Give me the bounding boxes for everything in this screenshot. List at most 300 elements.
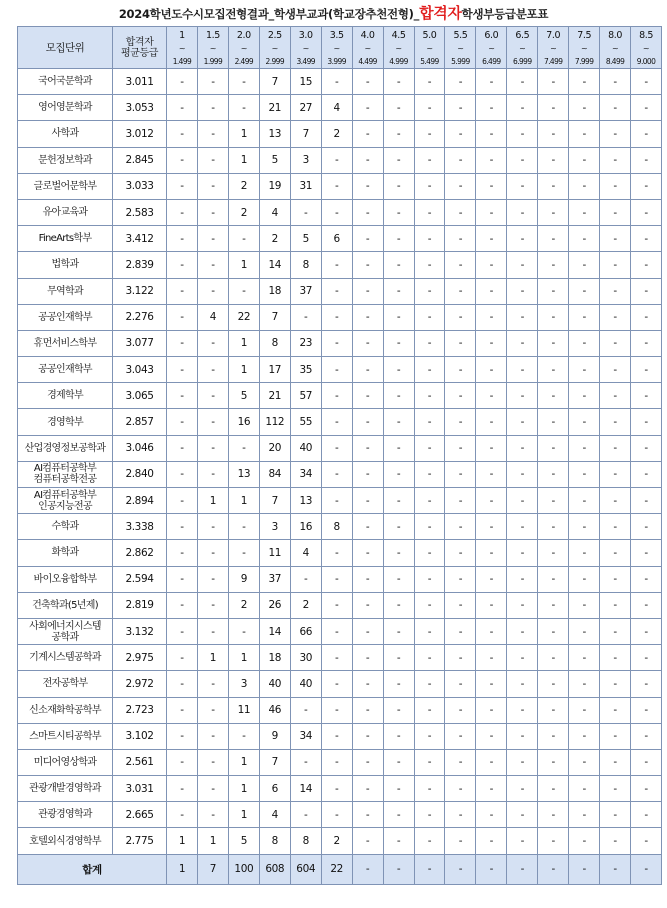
row-count-cell: 1 xyxy=(228,776,259,802)
range-tilde: ~ xyxy=(581,43,588,53)
row-count-cell: - xyxy=(600,383,631,409)
row-avg-grade: 3.132 xyxy=(113,618,167,644)
row-unit-name: 공공인재학부 xyxy=(18,304,113,330)
row-count-cell: 2 xyxy=(321,828,352,854)
total-count-cell: - xyxy=(569,854,600,884)
table-row xyxy=(18,618,662,644)
row-count-cell: - xyxy=(476,304,507,330)
row-count-cell: - xyxy=(600,592,631,618)
row-count-cell: - xyxy=(167,304,198,330)
row-count-cell: - xyxy=(538,645,569,671)
row-count-cell: 7 xyxy=(259,749,290,775)
row-avg-grade: 2.276 xyxy=(113,304,167,330)
row-count-cell: - xyxy=(507,409,538,435)
row-count-cell: 11 xyxy=(259,540,290,566)
row-count-cell: 7 xyxy=(259,304,290,330)
row-count-cell: - xyxy=(197,514,228,540)
row-count-cell: - xyxy=(569,461,600,487)
table-row xyxy=(18,226,662,252)
row-count-cell: 3 xyxy=(290,147,321,173)
row-count-cell: - xyxy=(197,95,228,121)
row-count-cell: - xyxy=(167,776,198,802)
row-count-cell: - xyxy=(321,147,352,173)
row-count-cell: - xyxy=(290,199,321,225)
row-count-cell: - xyxy=(352,540,383,566)
row-count-cell: - xyxy=(167,330,198,356)
row-count-cell: - xyxy=(600,409,631,435)
total-count-cell: 604 xyxy=(290,854,321,884)
row-count-cell: - xyxy=(507,278,538,304)
row-count-cell: - xyxy=(600,618,631,644)
row-count-cell: 1 xyxy=(228,802,259,828)
row-count-cell: - xyxy=(414,278,445,304)
row-count-cell: 21 xyxy=(259,383,290,409)
row-count-cell: - xyxy=(538,776,569,802)
row-count-cell: - xyxy=(538,514,569,540)
row-count-cell: - xyxy=(197,69,228,95)
row-count-cell: - xyxy=(569,514,600,540)
total-count-cell: - xyxy=(414,854,445,884)
row-avg-grade: 2.594 xyxy=(113,566,167,592)
row-count-cell: 1 xyxy=(167,828,198,854)
range-low: 6.0 xyxy=(484,29,499,41)
row-count-cell: - xyxy=(167,147,198,173)
row-count-cell: - xyxy=(538,566,569,592)
row-count-cell: - xyxy=(352,723,383,749)
row-count-cell: - xyxy=(321,540,352,566)
row-count-cell: - xyxy=(352,697,383,723)
row-count-cell: - xyxy=(507,69,538,95)
row-avg-grade: 3.046 xyxy=(113,435,167,461)
row-count-cell: - xyxy=(631,121,662,147)
row-count-cell: - xyxy=(600,173,631,199)
row-count-cell: - xyxy=(507,723,538,749)
row-count-cell: - xyxy=(167,592,198,618)
row-count-cell: - xyxy=(197,592,228,618)
row-count-cell: - xyxy=(321,173,352,199)
range-low: 7.0 xyxy=(546,29,561,41)
row-count-cell: - xyxy=(321,461,352,487)
row-count-cell: - xyxy=(507,645,538,671)
row-count-cell: - xyxy=(352,199,383,225)
row-count-cell: - xyxy=(631,278,662,304)
row-count-cell: - xyxy=(600,749,631,775)
row-count-cell: - xyxy=(167,357,198,383)
row-count-cell: - xyxy=(414,252,445,278)
header-range-14 xyxy=(600,27,631,69)
row-count-cell: 40 xyxy=(290,435,321,461)
row-count-cell: - xyxy=(476,645,507,671)
row-count-cell: 8 xyxy=(259,330,290,356)
row-count-cell: - xyxy=(383,278,414,304)
table-row xyxy=(18,199,662,225)
row-count-cell: - xyxy=(600,514,631,540)
row-count-cell: - xyxy=(569,540,600,566)
row-unit-name: 영어영문학과 xyxy=(18,95,113,121)
row-count-cell: - xyxy=(352,226,383,252)
row-count-cell: - xyxy=(445,671,476,697)
row-count-cell: - xyxy=(167,173,198,199)
table-row xyxy=(18,828,662,854)
row-count-cell: 9 xyxy=(228,566,259,592)
row-avg-grade: 2.972 xyxy=(113,671,167,697)
range-high: 5.499 xyxy=(420,56,439,66)
row-count-cell: 1 xyxy=(228,645,259,671)
row-count-cell: - xyxy=(445,618,476,644)
range-low: 3.0 xyxy=(298,29,313,41)
row-count-cell: 37 xyxy=(259,566,290,592)
header-range-1 xyxy=(197,27,228,69)
row-count-cell: - xyxy=(538,488,569,514)
row-count-cell: - xyxy=(538,95,569,121)
row-count-cell: - xyxy=(352,121,383,147)
row-count-cell: - xyxy=(321,199,352,225)
row-count-cell: - xyxy=(321,330,352,356)
row-count-cell: - xyxy=(631,592,662,618)
row-unit-name: 호텔외식경영학부 xyxy=(18,828,113,854)
row-avg-grade: 2.665 xyxy=(113,802,167,828)
row-count-cell: 6 xyxy=(259,776,290,802)
row-avg-grade: 2.775 xyxy=(113,828,167,854)
row-count-cell: - xyxy=(167,278,198,304)
total-count-cell: - xyxy=(631,854,662,884)
row-count-cell: - xyxy=(383,461,414,487)
range-high: 3.499 xyxy=(296,56,315,66)
total-count-cell: 22 xyxy=(321,854,352,884)
row-count-cell: - xyxy=(167,383,198,409)
range-tilde: ~ xyxy=(550,43,557,53)
row-count-cell: - xyxy=(631,199,662,225)
row-count-cell: - xyxy=(414,592,445,618)
row-count-cell: 1 xyxy=(197,645,228,671)
table-row xyxy=(18,723,662,749)
row-count-cell: 1 xyxy=(228,252,259,278)
row-avg-grade: 3.338 xyxy=(113,514,167,540)
table-row xyxy=(18,540,662,566)
row-count-cell: - xyxy=(631,330,662,356)
row-count-cell: - xyxy=(631,69,662,95)
header-range-15 xyxy=(631,27,662,69)
row-unit-name: 수학과 xyxy=(18,514,113,540)
range-high: 5.999 xyxy=(451,56,470,66)
row-count-cell: - xyxy=(197,383,228,409)
row-count-cell: - xyxy=(600,566,631,592)
row-count-cell: - xyxy=(507,252,538,278)
row-count-cell: - xyxy=(507,514,538,540)
row-count-cell: - xyxy=(569,330,600,356)
row-count-cell: 2 xyxy=(228,173,259,199)
row-count-cell: - xyxy=(445,776,476,802)
range-high: 4.499 xyxy=(358,56,377,66)
row-count-cell: - xyxy=(445,435,476,461)
row-count-cell: 1 xyxy=(228,357,259,383)
row-count-cell: - xyxy=(383,618,414,644)
row-count-cell: - xyxy=(538,461,569,487)
row-count-cell: 8 xyxy=(321,514,352,540)
row-count-cell: - xyxy=(352,252,383,278)
row-count-cell: - xyxy=(228,95,259,121)
row-count-cell: - xyxy=(476,749,507,775)
row-count-cell: - xyxy=(631,488,662,514)
row-count-cell: - xyxy=(476,488,507,514)
row-count-cell: - xyxy=(167,435,198,461)
row-count-cell: - xyxy=(383,95,414,121)
row-count-cell: - xyxy=(414,618,445,644)
range-low: 8.5 xyxy=(639,29,653,41)
row-count-cell: 37 xyxy=(290,278,321,304)
row-count-cell: - xyxy=(569,121,600,147)
row-count-cell: - xyxy=(321,488,352,514)
range-tilde: ~ xyxy=(302,43,309,53)
row-count-cell: - xyxy=(445,278,476,304)
title-suffix: 학생부등급분포표 xyxy=(461,7,549,21)
row-count-cell: - xyxy=(352,383,383,409)
row-count-cell: 57 xyxy=(290,383,321,409)
row-count-cell: - xyxy=(321,723,352,749)
row-count-cell: - xyxy=(197,671,228,697)
row-count-cell: - xyxy=(167,95,198,121)
table-row xyxy=(18,278,662,304)
row-count-cell: - xyxy=(538,252,569,278)
row-count-cell: 66 xyxy=(290,618,321,644)
row-count-cell: - xyxy=(476,199,507,225)
row-count-cell: 5 xyxy=(259,147,290,173)
row-count-cell: - xyxy=(352,330,383,356)
row-count-cell: - xyxy=(321,802,352,828)
header-range-13 xyxy=(569,27,600,69)
row-count-cell: - xyxy=(569,278,600,304)
row-count-cell: - xyxy=(569,383,600,409)
row-count-cell: - xyxy=(631,749,662,775)
row-count-cell: - xyxy=(197,566,228,592)
row-count-cell: - xyxy=(383,645,414,671)
row-count-cell: - xyxy=(445,488,476,514)
row-count-cell: 4 xyxy=(290,540,321,566)
row-count-cell: - xyxy=(445,173,476,199)
header-range-12 xyxy=(538,27,569,69)
row-count-cell: - xyxy=(476,540,507,566)
row-count-cell: 23 xyxy=(290,330,321,356)
row-count-cell: - xyxy=(197,199,228,225)
row-count-cell: - xyxy=(476,435,507,461)
row-count-cell: - xyxy=(538,226,569,252)
row-count-cell: - xyxy=(352,566,383,592)
row-count-cell: - xyxy=(414,697,445,723)
range-high: 2.999 xyxy=(265,56,285,66)
row-count-cell: - xyxy=(445,409,476,435)
row-count-cell: - xyxy=(197,147,228,173)
row-avg-grade: 2.857 xyxy=(113,409,167,435)
row-count-cell: - xyxy=(167,749,198,775)
table-row xyxy=(18,488,662,514)
row-unit-name: 사회에너지시스템 공학과 xyxy=(18,618,113,644)
row-count-cell: - xyxy=(383,697,414,723)
row-avg-grade: 2.975 xyxy=(113,645,167,671)
header-unit: 모집단위 xyxy=(18,27,113,69)
table-row xyxy=(18,357,662,383)
row-count-cell: - xyxy=(321,69,352,95)
row-count-cell: - xyxy=(569,592,600,618)
row-count-cell: - xyxy=(414,304,445,330)
row-count-cell: 2 xyxy=(290,592,321,618)
row-count-cell: - xyxy=(631,514,662,540)
title-prefix: 2024학년도수시모집전형결과_학생부교과(학교장추천전형)_ xyxy=(118,7,420,21)
row-count-cell: - xyxy=(414,383,445,409)
row-avg-grade: 3.122 xyxy=(113,278,167,304)
row-count-cell: - xyxy=(414,95,445,121)
row-unit-name: FineArts학부 xyxy=(18,226,113,252)
row-count-cell: - xyxy=(569,671,600,697)
row-count-cell: - xyxy=(476,671,507,697)
row-count-cell: - xyxy=(600,540,631,566)
row-count-cell: - xyxy=(538,147,569,173)
row-count-cell: - xyxy=(507,435,538,461)
row-count-cell: - xyxy=(414,828,445,854)
row-count-cell: - xyxy=(631,802,662,828)
row-count-cell: 31 xyxy=(290,173,321,199)
row-unit-name: 기계시스템공학과 xyxy=(18,645,113,671)
row-count-cell: - xyxy=(383,121,414,147)
row-count-cell: - xyxy=(569,147,600,173)
table-row xyxy=(18,566,662,592)
row-count-cell: - xyxy=(631,645,662,671)
row-count-cell: - xyxy=(600,671,631,697)
row-unit-name: 화학과 xyxy=(18,540,113,566)
header-range-11 xyxy=(507,27,538,69)
row-count-cell: - xyxy=(414,199,445,225)
range-high: 8.499 xyxy=(605,56,625,66)
row-count-cell: 8 xyxy=(290,828,321,854)
row-count-cell: - xyxy=(321,278,352,304)
table-row xyxy=(18,671,662,697)
row-count-cell: - xyxy=(538,435,569,461)
range-tilde: ~ xyxy=(333,43,340,53)
row-count-cell: 34 xyxy=(290,723,321,749)
row-count-cell: - xyxy=(383,671,414,697)
row-count-cell: 35 xyxy=(290,357,321,383)
row-count-cell: - xyxy=(383,540,414,566)
row-count-cell: - xyxy=(445,802,476,828)
row-count-cell: 19 xyxy=(259,173,290,199)
row-count-cell: - xyxy=(538,749,569,775)
row-avg-grade: 3.031 xyxy=(113,776,167,802)
row-count-cell: 34 xyxy=(290,461,321,487)
row-count-cell: - xyxy=(352,776,383,802)
range-low: 4.0 xyxy=(360,29,375,41)
row-unit-name: 스마트시티공학부 xyxy=(18,723,113,749)
row-count-cell: - xyxy=(352,592,383,618)
row-count-cell: - xyxy=(631,461,662,487)
row-count-cell: - xyxy=(197,330,228,356)
range-tilde: ~ xyxy=(395,43,402,53)
row-count-cell: - xyxy=(507,199,538,225)
row-count-cell: - xyxy=(321,749,352,775)
header-range-5 xyxy=(321,27,352,69)
row-count-cell: - xyxy=(600,95,631,121)
row-count-cell: - xyxy=(352,461,383,487)
row-count-cell: - xyxy=(414,121,445,147)
row-count-cell: - xyxy=(414,330,445,356)
row-count-cell: - xyxy=(569,357,600,383)
row-count-cell: - xyxy=(476,383,507,409)
row-avg-grade: 2.845 xyxy=(113,147,167,173)
row-count-cell: - xyxy=(445,330,476,356)
title-highlight: 합격자 xyxy=(419,4,462,22)
row-count-cell: - xyxy=(352,618,383,644)
row-count-cell: 3 xyxy=(228,671,259,697)
row-count-cell: - xyxy=(569,226,600,252)
row-count-cell: - xyxy=(197,749,228,775)
row-count-cell: - xyxy=(167,802,198,828)
row-count-cell: - xyxy=(538,278,569,304)
row-count-cell: 22 xyxy=(228,304,259,330)
row-count-cell: - xyxy=(569,723,600,749)
table-row xyxy=(18,330,662,356)
row-count-cell: - xyxy=(352,304,383,330)
row-count-cell: - xyxy=(631,566,662,592)
row-count-cell: - xyxy=(197,435,228,461)
row-unit-name: 글로벌어문학부 xyxy=(18,173,113,199)
row-count-cell: 1 xyxy=(228,488,259,514)
total-count-cell: 1 xyxy=(167,854,198,884)
row-count-cell: - xyxy=(414,749,445,775)
row-count-cell: - xyxy=(476,330,507,356)
row-count-cell: - xyxy=(507,776,538,802)
total-count-cell: 7 xyxy=(197,854,228,884)
row-count-cell: - xyxy=(445,697,476,723)
row-count-cell: - xyxy=(600,776,631,802)
row-count-cell: 2 xyxy=(228,592,259,618)
row-count-cell: - xyxy=(321,697,352,723)
table-row xyxy=(18,776,662,802)
row-count-cell: 14 xyxy=(290,776,321,802)
row-count-cell: - xyxy=(476,802,507,828)
row-count-cell: - xyxy=(507,802,538,828)
range-tilde: ~ xyxy=(426,43,433,53)
row-count-cell: - xyxy=(228,723,259,749)
row-count-cell: - xyxy=(507,488,538,514)
range-tilde: ~ xyxy=(364,43,371,53)
range-low: 1.5 xyxy=(205,29,220,41)
table-row xyxy=(18,173,662,199)
table-row xyxy=(18,409,662,435)
row-count-cell: - xyxy=(600,645,631,671)
row-count-cell: - xyxy=(352,828,383,854)
row-count-cell: 15 xyxy=(290,69,321,95)
row-count-cell: - xyxy=(631,776,662,802)
row-count-cell: - xyxy=(414,357,445,383)
table-row xyxy=(18,514,662,540)
row-count-cell: - xyxy=(167,69,198,95)
range-tilde: ~ xyxy=(611,43,619,53)
total-count-cell: - xyxy=(507,854,538,884)
header-avg xyxy=(113,27,167,69)
row-count-cell: - xyxy=(445,592,476,618)
row-count-cell: - xyxy=(631,723,662,749)
row-count-cell: - xyxy=(383,723,414,749)
row-count-cell: - xyxy=(600,802,631,828)
row-count-cell: - xyxy=(414,173,445,199)
row-count-cell: - xyxy=(167,671,198,697)
row-count-cell: - xyxy=(569,488,600,514)
table-row xyxy=(18,802,662,828)
row-count-cell: - xyxy=(445,304,476,330)
row-count-cell: - xyxy=(445,828,476,854)
row-count-cell: - xyxy=(383,409,414,435)
row-count-cell: - xyxy=(569,697,600,723)
row-count-cell: - xyxy=(631,95,662,121)
row-unit-name: 미디어영상학과 xyxy=(18,749,113,775)
